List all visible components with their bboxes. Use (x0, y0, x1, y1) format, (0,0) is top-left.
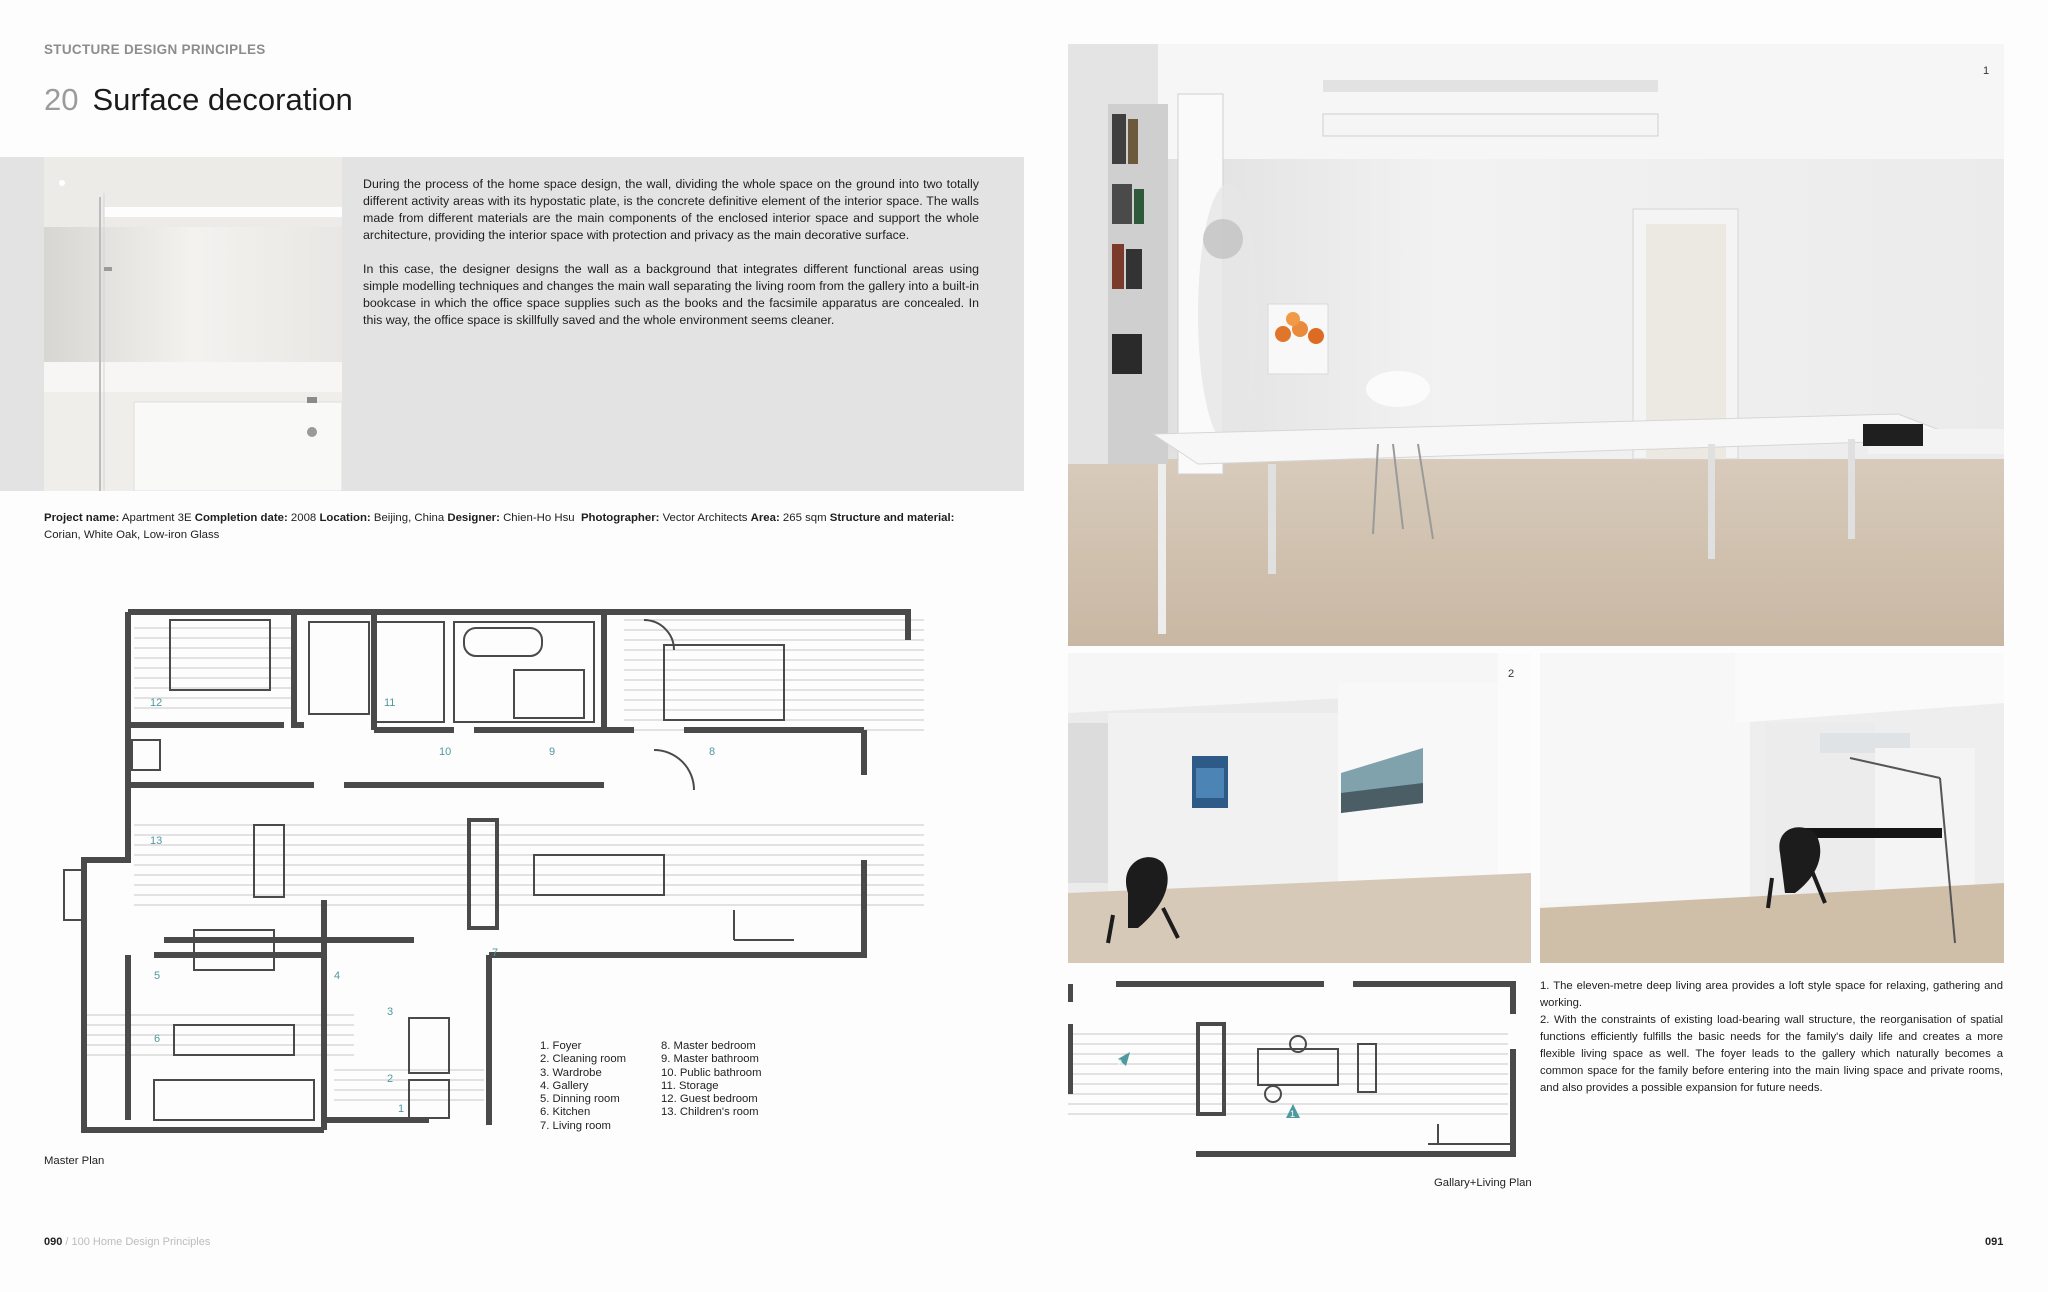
project-info (44, 510, 984, 544)
room-number-7: 7 (492, 947, 499, 959)
room-number-4: 4 (334, 970, 341, 982)
section-kicker: STUCTURE DESIGN PRINCIPLES (44, 42, 266, 57)
left-folio (44, 1236, 210, 1248)
legend-item: 6. Kitchen (540, 1106, 591, 1119)
intro-paragraph-1: During the process of the home space design, the wall, dividing the whole space on the ground into two totally different activity areas with its hypostatic plate, is the concrete definitive element of the interior space. The walls made from different materials are the main components of the enclosed interior space and support the whole architecture, providing the interior space with protection and privacy as the main decorative surface. (363, 177, 979, 242)
living-room-photo (1068, 44, 2004, 646)
room-number-2: 2 (387, 1073, 394, 1085)
room-number-11: 11 (384, 697, 396, 709)
note-1: 1. The eleven-metre deep living area provides a loft style space for relaxing, gathering and working. (1540, 980, 2003, 1009)
view-marker-1: 1 (1290, 1109, 1296, 1119)
legend-item: 8. Master bedroom (661, 1040, 756, 1052)
photo-number-2: 2 (1508, 668, 1515, 680)
location-label: Location: (319, 512, 371, 524)
bathroom-photo (44, 157, 342, 491)
legend-item: 3. Wardrobe (540, 1066, 602, 1079)
legend-item: 5. Dinning room (540, 1093, 620, 1106)
designer: Chien-Ho Hsu (503, 512, 575, 524)
photographer-label: Photographer: (580, 512, 660, 524)
area-label: Area: (750, 512, 780, 524)
master-plan-caption: Master Plan (44, 1155, 105, 1167)
legend-item: 2. Cleaning room (540, 1053, 627, 1066)
completion-date: 2008 (290, 512, 317, 524)
room-number-6: 6 (154, 1033, 161, 1045)
area: 265 sqm (782, 512, 827, 524)
legend-item: 4. Gallery (540, 1079, 589, 1092)
page-title (44, 82, 353, 118)
room-number-13: 13 (150, 835, 163, 847)
gallery-photo (1068, 653, 1531, 963)
principle-number: 20 (44, 82, 79, 117)
gallery-living-plan-drawing (1068, 974, 1518, 1162)
legend-item: 12. Guest bedroom (661, 1093, 758, 1106)
room-number-10: 10 (439, 746, 452, 758)
material-label: Structure and material: (829, 512, 955, 524)
principle-title: Surface decoration (92, 82, 353, 117)
room-number-8: 8 (709, 746, 716, 758)
project-name: Apartment 3E (121, 512, 192, 524)
location: Beijing, China (373, 512, 445, 524)
legend-item: 9. Master bathroom (661, 1053, 759, 1066)
note-2: 2. With the constraints of existing load-bearing wall structure, the reorganisation of spatial functions efficiently fulfills the basic needs for the family's daily life and creates a more flexible living space as well. The foyer leads to the gallery which naturally becomes a common space for the family before entering into the main living space and private rooms, and also provides a possible expansion for future needs. (1540, 1014, 2003, 1094)
room-number-9: 9 (549, 746, 556, 758)
completion-date-label: Completion date: (194, 512, 288, 524)
legend-item: 13. Children's room (661, 1106, 759, 1119)
room-number-3: 3 (387, 1006, 394, 1018)
legend-item: 10. Public bathroom (661, 1066, 762, 1079)
material: Corian, White Oak, Low-iron Glass (44, 529, 220, 541)
photo-number-1: 1 (1983, 65, 1990, 77)
gallery-plan-caption: Gallary+Living Plan (1434, 1177, 1532, 1189)
intro-text (363, 176, 979, 346)
room-number-5: 5 (154, 970, 161, 982)
right-page-number: 091 (1985, 1236, 2004, 1248)
room-number-12: 12 (150, 697, 163, 709)
room-number-1: 1 (398, 1103, 405, 1115)
legend-item: 7. Living room (540, 1119, 611, 1132)
legend-column-1 (540, 1040, 626, 1133)
dining-area-photo (1540, 653, 2004, 963)
legend-item: 11. Storage (661, 1079, 719, 1092)
right-folio (1985, 1236, 2003, 1248)
master-plan-drawing (44, 600, 944, 1140)
book-series: / 100 Home Design Principles (62, 1236, 211, 1248)
intro-paragraph-2: In this case, the designer designs the wall as a background that integrates different functional areas using simple modelling techniques and changes the main wall separating the living room from the gallery into a built-in bookcase in which the office space supplies such as the books and the facsimile apparatus are concealed. In this way, the office space is skillfully saved and the whole environment seems cleaner. (363, 262, 979, 327)
view-marker-2: 2 (1117, 1058, 1123, 1068)
photo-notes (1540, 978, 2003, 1097)
photographer: Vector Architects (662, 512, 748, 524)
project-name-label: Project name: (44, 512, 120, 524)
designer-label: Designer: (447, 512, 500, 524)
legend-item: 1. Foyer (540, 1040, 582, 1052)
left-page-number: 090 (44, 1236, 63, 1248)
legend-column-2 (661, 1040, 761, 1120)
